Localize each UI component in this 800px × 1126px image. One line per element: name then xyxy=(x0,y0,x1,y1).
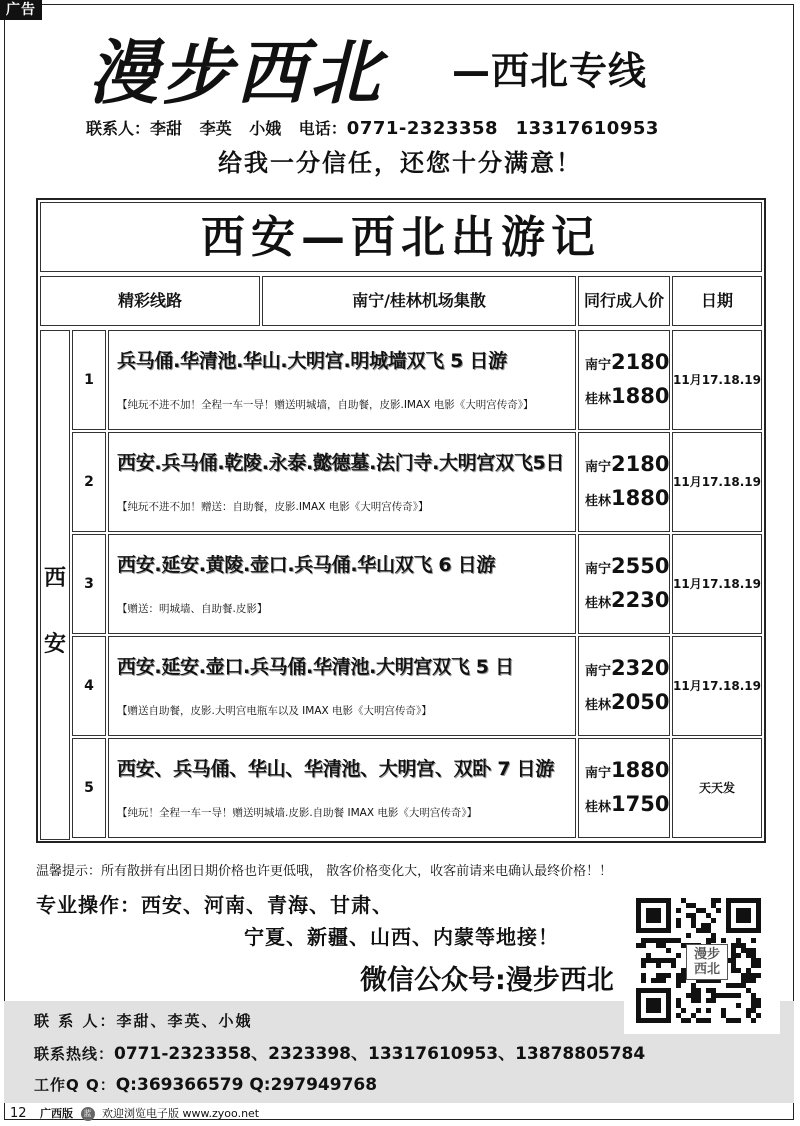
footer-hotline xyxy=(34,1041,645,1067)
footer-qq-label: 工作Q Q： xyxy=(34,1076,116,1094)
site-link[interactable]: www.zyoo.net xyxy=(182,1107,260,1120)
operations-line-1: 专业操作：西安、河南、青海、甘肃、 xyxy=(36,893,393,917)
table-row[interactable] xyxy=(72,636,762,736)
table-row[interactable] xyxy=(72,738,762,838)
browse-text: 欢迎浏览电子版 xyxy=(102,1107,180,1120)
footer-hotline-label: 联系热线： xyxy=(34,1045,115,1063)
date-cell: 11月17.18.19 xyxy=(672,330,762,430)
row-number: 4 xyxy=(72,636,106,736)
contact-person-1: 联系人：李甜 xyxy=(86,119,183,138)
price-amount: 2320 xyxy=(611,656,670,680)
phone-number-1[interactable]: 0771-2323358 xyxy=(346,118,499,139)
price-amount: 2230 xyxy=(611,588,670,612)
price-city: 南宁 xyxy=(585,358,612,373)
row-number: 2 xyxy=(72,432,106,532)
row-number: 5 xyxy=(72,738,106,838)
table-title: 西安—西北出游记 xyxy=(40,202,762,272)
price-amount: 2180 xyxy=(611,350,670,374)
phone-label: 电话： xyxy=(298,119,347,138)
table-row[interactable] xyxy=(72,330,762,430)
price-cell xyxy=(578,636,670,736)
contact-person-3: 小娥 xyxy=(249,119,282,138)
route-table xyxy=(36,198,766,843)
price-cell xyxy=(578,738,670,838)
route-note: 【纯玩！全程一车一导！赠送明城墙.皮影.自助餐 IMAX 电影《大明宫传奇》】 xyxy=(117,807,478,819)
footer-hotline-numbers[interactable]: 0771-2323358、2323398、13317610953、13878805784 xyxy=(114,1044,646,1064)
publisher-logo-icon: 蓝 xyxy=(81,1107,95,1121)
route-title: 西安、兵马俑、华山、华清池、大明宫、双卧 7 日游 xyxy=(117,758,554,780)
page-footer xyxy=(10,1104,259,1124)
price-city: 南宁 xyxy=(585,460,612,475)
header-date: 日期 xyxy=(672,276,762,326)
route-cell xyxy=(108,534,576,634)
price-city: 桂林 xyxy=(585,494,612,509)
ad-tag: 广告 xyxy=(0,0,42,20)
price-cell xyxy=(578,534,670,634)
route-title: 西安.延安.黄陵.壶口.兵马俑.华山双飞 6 日游 xyxy=(117,554,496,576)
route-cell xyxy=(108,636,576,736)
price-city: 桂林 xyxy=(585,698,612,713)
date-cell: 11月17.18.19 xyxy=(672,432,762,532)
warm-tip: 温馨提示：所有散拼有出团日期价格也许更低哦， 散客价格变化大，收客前请来电确认最终价格！！ xyxy=(36,864,613,879)
slogan: 给我一分信任，还您十分满意！ xyxy=(218,149,582,177)
price-amount: 1880 xyxy=(611,384,670,408)
date-cell: 天天发 xyxy=(672,738,762,838)
header-airport: 南宁/桂林机场集散 xyxy=(262,276,576,326)
route-title: 西安.兵马俑.乾陵.永泰.懿德墓.法门寺.大明宫双飞5日 xyxy=(117,452,565,474)
region-cell xyxy=(40,330,70,840)
price-cell xyxy=(578,432,670,532)
route-note: 【纯玩不进不加！赠送：自助餐，皮影.IMAX 电影《大明宫传奇》】 xyxy=(117,501,429,513)
price-amount: 1880 xyxy=(611,758,670,782)
price-amount: 1750 xyxy=(611,792,670,816)
price-cell xyxy=(578,330,670,430)
route-cell xyxy=(108,330,576,430)
wechat-account: 微信公众号:漫步西北 xyxy=(360,965,614,996)
brand-subtitle: —西北专线 xyxy=(452,49,648,93)
row-number: 3 xyxy=(72,534,106,634)
route-note: 【赠送：明城墙、自助餐.皮影】 xyxy=(117,603,268,615)
table-row[interactable] xyxy=(72,432,762,532)
route-title: 兵马俑.华清池.华山.大明宫.明城墙双飞 5 日游 xyxy=(117,350,507,372)
price-amount: 2050 xyxy=(611,690,670,714)
page-number: 12 xyxy=(10,1106,27,1121)
footer-contact-names: 李甜、李英、小娥 xyxy=(116,1012,253,1030)
price-amount: 2550 xyxy=(611,554,670,578)
qr-brand-label: 漫步西北 xyxy=(686,944,728,980)
price-city: 南宁 xyxy=(585,664,612,679)
route-note: 【纯玩不进不加！全程一车一导！赠送明城墙，自助餐，皮影.IMAX 电影《大明宫传奇》】 xyxy=(117,399,534,411)
footer-qq-numbers: Q:369366579 Q:297949768 xyxy=(115,1075,378,1095)
edition-label: 广西版 xyxy=(40,1107,74,1120)
region-char-1: 西 xyxy=(43,566,66,591)
qr-code[interactable] xyxy=(624,892,780,1034)
brand-title: 漫步西北 xyxy=(88,31,384,114)
price-city: 南宁 xyxy=(585,766,612,781)
header-contact-line xyxy=(86,118,659,140)
route-cell xyxy=(108,738,576,838)
price-city: 桂林 xyxy=(585,392,612,407)
table-row[interactable] xyxy=(72,534,762,634)
date-cell: 11月17.18.19 xyxy=(672,636,762,736)
price-city: 桂林 xyxy=(585,800,612,815)
row-number: 1 xyxy=(72,330,106,430)
footer-qq xyxy=(34,1072,377,1098)
contact-person-2: 李英 xyxy=(199,119,232,138)
phone-number-2[interactable]: 13317610953 xyxy=(515,118,659,139)
region-char-2: 安 xyxy=(43,632,66,657)
header-price: 同行成人价 xyxy=(578,276,670,326)
date-cell: 11月17.18.19 xyxy=(672,534,762,634)
price-amount: 1880 xyxy=(611,486,670,510)
route-cell xyxy=(108,432,576,532)
header-route: 精彩线路 xyxy=(40,276,260,326)
price-city: 南宁 xyxy=(585,562,612,577)
route-title: 西安.延安.壶口.兵马俑.华清池.大明宫双飞 5 日 xyxy=(117,656,514,678)
footer-contact-label: 联 系 人： xyxy=(34,1012,117,1030)
price-amount: 2180 xyxy=(611,452,670,476)
operations-line-2: 宁夏、新疆、山西、内蒙等地接！ xyxy=(244,925,559,949)
price-city: 桂林 xyxy=(585,596,612,611)
footer-contact xyxy=(34,1010,252,1032)
route-note: 【赠送自助餐，皮影.大明宫电瓶车以及 IMAX 电影《大明宫传奇》】 xyxy=(117,705,432,717)
